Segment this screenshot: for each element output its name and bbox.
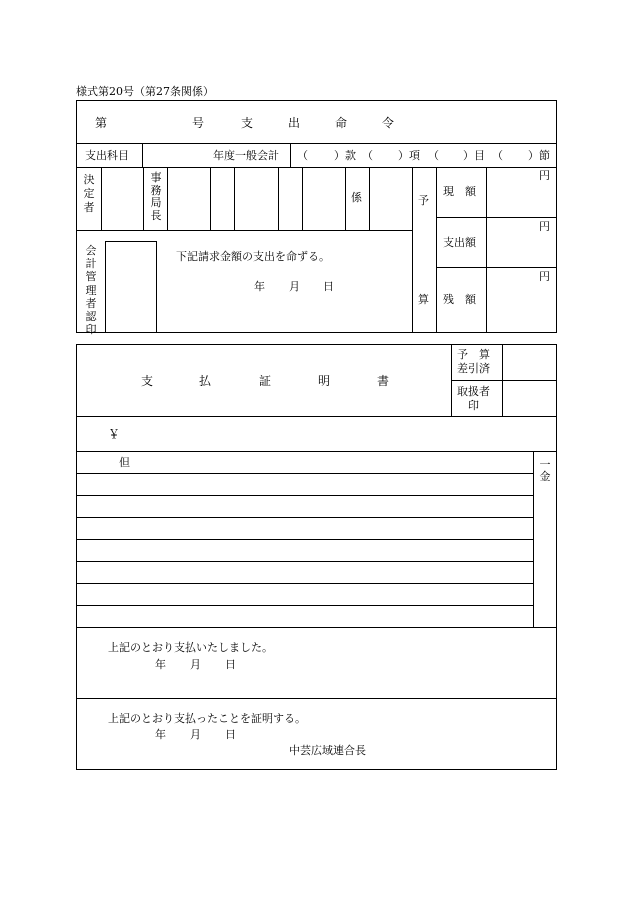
order-title-char: 令 [382,116,395,130]
amount-vertical-label: 一 金 [539,458,551,484]
certify-statement: 上記のとおり支払ったことを証明する。 [108,712,306,725]
decider-label: 決 定 者 [83,173,95,214]
spent-amount-label: 支出額 [443,236,476,249]
account-year-field: 年度一般会計 [213,149,279,162]
yen-unit: 円 [539,169,550,182]
signatory-title: 中芸広域連合長 [289,744,366,757]
account-field-paren: （ [492,149,503,162]
account-field-kou: ）項 [398,149,420,162]
date-year: 年 [155,658,166,671]
certificate-title-char: 書 [377,374,390,388]
date-month: 月 [190,728,201,741]
form-number: 様式第20号（第27条関係） [76,85,214,98]
date-year: 年 [254,280,265,293]
paid-statement: 上記のとおり支払いたしました。 [108,641,273,654]
budget-label-top: 予 [418,194,429,207]
certificate-title-char: 証 [259,374,272,388]
date-month: 月 [289,280,300,293]
handler-seal-label: 取扱者 印 [457,385,490,413]
account-field-kan: ）款 [334,149,356,162]
date-year: 年 [155,728,166,741]
current-amount-label: 現 額 [443,185,476,198]
date-month: 月 [190,658,201,671]
date-day: 日 [225,728,236,741]
order-title-char: 支 [241,116,254,130]
balance-label: 残 額 [443,293,476,306]
certificate-title-char: 払 [199,374,212,388]
yen-unit: 円 [539,220,550,233]
order-instruction-text: 下記請求金額の支出を命ずる。 [176,250,330,263]
account-field-setsu: ）節 [528,149,550,162]
date-day: 日 [225,658,236,671]
yen-mark: ￥ [108,427,121,441]
accountant-seal-label: 会 計 管 理 者 認 印 [85,244,97,337]
date-day: 日 [323,280,334,293]
yen-unit: 円 [539,270,550,283]
certificate-title-char: 支 [141,374,154,388]
clerk-label: 係 [351,191,362,204]
secretary-general-label: 事 務 局 長 [150,171,162,222]
order-title-char: 号 [192,116,205,130]
account-field-paren: （ [297,149,308,162]
order-title-char: 出 [288,116,301,130]
account-field-paren: （ [362,149,373,162]
provision-label: 但 [119,456,130,469]
account-field-paren: （ [428,149,439,162]
order-title-char: 命 [335,116,348,130]
certificate-title-char: 明 [318,374,331,388]
budget-label-bottom: 算 [418,293,429,306]
budget-deducted-label: 予 算 差引済 [457,348,490,376]
account-field-moku: ）目 [463,149,485,162]
order-title-char: 第 [95,116,108,130]
account-label: 支出科目 [85,149,129,162]
